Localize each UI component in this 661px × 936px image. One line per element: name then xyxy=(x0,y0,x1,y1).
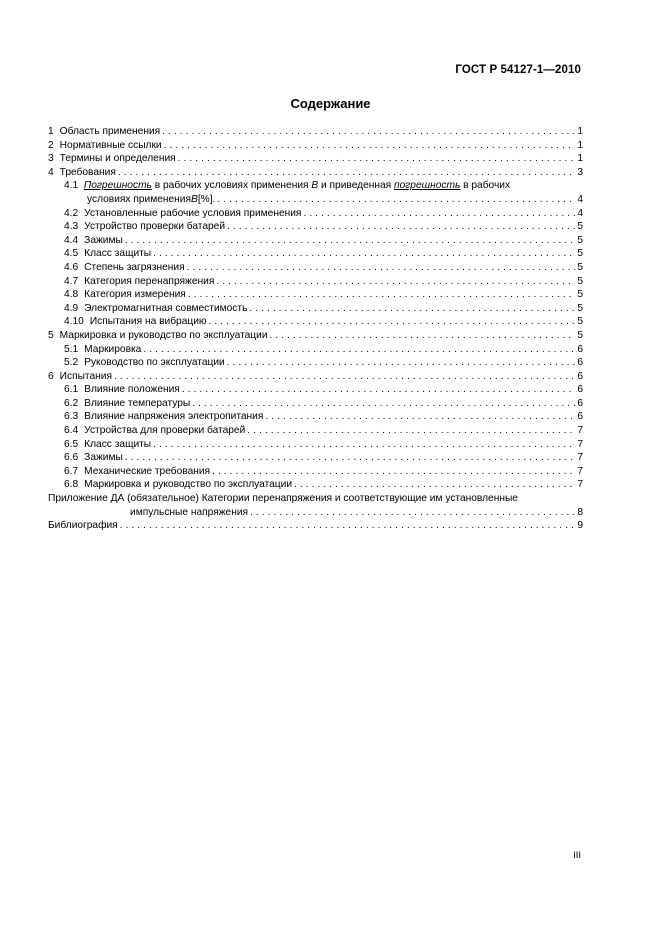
dot-leader xyxy=(164,139,576,153)
toc-entry-6-4[interactable]: 6.4 Устройства для проверки батарей . . . 7 xyxy=(48,424,583,438)
dot-leader xyxy=(118,166,575,180)
dot-leader xyxy=(294,478,575,492)
dot-leader xyxy=(120,519,576,533)
toc-entry-3[interactable]: 3 Термины и определения . . . 1 xyxy=(48,152,583,166)
toc-entry-6-5[interactable]: 6.5 Класс защиты . . . 7 xyxy=(48,438,583,452)
toc-entry-4-1-line2: условиях применения B [%]. . . . 4 xyxy=(48,193,583,207)
toc-entry-4-1[interactable] xyxy=(48,179,583,206)
toc-entry-4-1-line1: 4.1 Погрешность в рабочих условиях применения B и приведенная погрешность в рабочих xyxy=(64,180,511,192)
dot-leader xyxy=(162,125,575,139)
toc-entry-4-6[interactable]: 4.6 Степень загрязнения . . . 5 xyxy=(48,261,583,275)
toc-entry-4[interactable]: 4 Требования . . . 3 xyxy=(48,166,583,180)
toc-entry-4-9[interactable]: 4.9 Электромагнитная совместимость . . . 5 xyxy=(48,302,583,316)
dot-leader xyxy=(265,410,575,424)
page-number: III xyxy=(573,850,581,861)
toc-entry-6-3[interactable]: 6.3 Влияние напряжения электропитания . . . 6 xyxy=(48,410,583,424)
toc-entry-5-2[interactable]: 5.2 Руководство по эксплуатации . . . 6 xyxy=(48,356,583,370)
toc-entry-4-7[interactable]: 4.7 Категория перенапряжения . . . 5 xyxy=(48,275,583,289)
toc-entry-6-7[interactable]: 6.7 Механические требования . . . 7 xyxy=(48,465,583,479)
toc-entry-4-8[interactable]: 4.8 Категория измерения . . . 5 xyxy=(48,288,583,302)
dot-leader xyxy=(188,288,576,302)
toc-entry-6-6[interactable]: 6.6 Зажимы . . . 7 xyxy=(48,451,583,465)
toc-entry-4-3[interactable]: 4.3 Устройство проверки батарей . . . 5 xyxy=(48,220,583,234)
toc-title: Содержание xyxy=(290,96,371,111)
dot-leader xyxy=(249,302,575,316)
document-code: ГОСТ Р 54127-1—2010 xyxy=(455,64,581,76)
dot-leader xyxy=(125,234,576,248)
toc-entry-5[interactable]: 5 Маркировка и руководство по эксплуатации . . . 5 xyxy=(48,329,583,343)
toc-entry-appendix-da[interactable] xyxy=(48,492,583,519)
dot-leader xyxy=(153,438,575,452)
toc-entry-bibliography[interactable]: Библиография . . . 9 xyxy=(48,519,583,533)
toc-entry-4-5[interactable]: 4.5 Класс защиты . . . 5 xyxy=(48,247,583,261)
toc-entry-6-1[interactable]: 6.1 Влияние положения . . . 6 xyxy=(48,383,583,397)
toc-entry-6-2[interactable]: 6.2 Влияние температуры . . . 6 xyxy=(48,397,583,411)
dot-leader xyxy=(178,152,576,166)
dot-leader xyxy=(153,247,575,261)
dot-leader xyxy=(125,451,576,465)
dot-leader xyxy=(187,261,576,275)
toc-entry-5-1[interactable]: 5.1 Маркировка . . . 6 xyxy=(48,343,583,357)
dot-leader xyxy=(303,207,575,221)
toc-entry-4-4[interactable]: 4.4 Зажимы . . . 5 xyxy=(48,234,583,248)
toc-entry-4-2[interactable]: 4.2 Установленные рабочие условия применения . . . 4 xyxy=(48,207,583,221)
dot-leader xyxy=(270,329,576,343)
dot-leader xyxy=(227,356,576,370)
table-of-contents xyxy=(48,125,583,533)
dot-leader xyxy=(212,465,575,479)
dot-leader xyxy=(216,275,575,289)
dot-leader xyxy=(143,343,575,357)
toc-entry-2[interactable]: 2 Нормативные ссылки . . . 1 xyxy=(48,139,583,153)
toc-entry-1[interactable]: 1 Область применения . . . 1 xyxy=(48,125,583,139)
dot-leader xyxy=(209,315,576,329)
dot-leader xyxy=(217,193,575,207)
dot-leader xyxy=(250,506,575,520)
dot-leader xyxy=(192,397,575,411)
dot-leader xyxy=(227,220,575,234)
toc-entry-appendix-line2: импульсные напряжения . . . 8 xyxy=(48,506,583,520)
toc-entry-6-8[interactable]: 6.8 Маркировка и руководство по эксплуатации . . . 7 xyxy=(48,478,583,492)
dot-leader xyxy=(114,370,575,384)
toc-entry-6[interactable]: 6 Испытания . . . 6 xyxy=(48,370,583,384)
toc-entry-4-10[interactable]: 4.10 Испытания на вибрацию . . . 5 xyxy=(48,315,583,329)
toc-entry-appendix-line1: Приложение ДА (обязательное) Категории перенапряжения и соответствующие им установленные xyxy=(48,493,518,505)
dot-leader xyxy=(247,424,575,438)
dot-leader xyxy=(182,383,576,397)
